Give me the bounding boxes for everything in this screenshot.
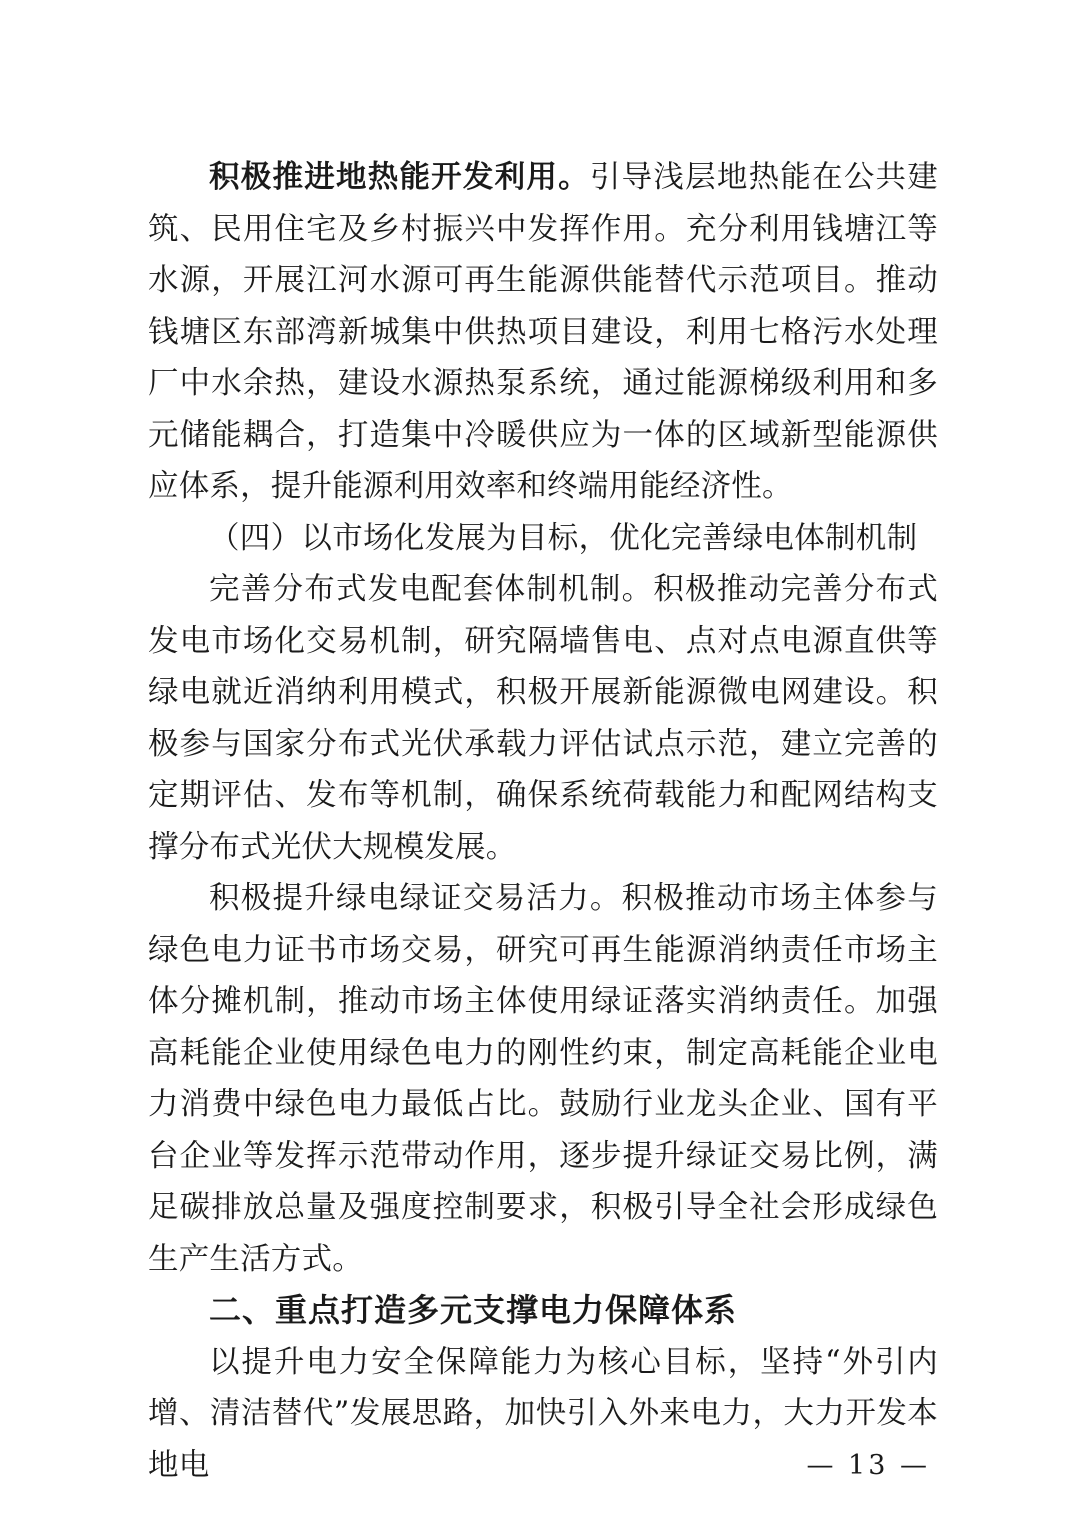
paragraph-geothermal — [148, 152, 938, 513]
paragraph-body: 引导浅层地热能在公共建筑、民用住宅及乡村振兴中发挥作用。充分利用钱塘江等水源，开展江河水源可再生能源供能替代示范项目。推动钱塘区东部湾新城集中供热项目建设，利用七格污水处理厂中水余热，建设水源热泵系统，通过能源梯级利用和多元储能耦合，打造集中冷暖供应为一体的区域新型能源供应体系，提升能源利用效率和终端用能经济性。 — [148, 160, 938, 504]
page-content — [148, 152, 938, 1491]
paragraph-lead-in: 积极推进地热能开发利用。 — [209, 159, 590, 195]
section-heading-two: 二、重点打造多元支撑电力保障体系 — [209, 1291, 738, 1329]
paragraph-green-certificate: 积极提升绿电绿证交易活力。积极推动市场主体参与绿色电力证书市场交易，研究可再生能源消纳责任市场主体分摊机制，推动市场主体使用绿证落实消纳责任。加强高耗能企业使用绿色电力的刚性约束，制定高耗能企业电力消费中绿色电力最低占比。鼓励行业龙头企业、国有平台企业等发挥示范带动作用，逐步提升绿证交易比例，满足碳排放总量及强度控制要求，积极引导全社会形成绿色生产生活方式。 — [148, 881, 938, 1277]
paragraph-power-security: 以提升电力安全保障能力为核心目标，坚持“外引内增、清洁替代”发展思路，加快引入外来电力，大力开发本地电 — [148, 1344, 938, 1483]
paragraph-distributed-generation: 完善分布式发电配套体制机制。积极推动完善分布式发电市场化交易机制，研究隔墙售电、点对点电源直供等绿电就近消纳利用模式，积极开展新能源微电网建设。积极参与国家分布式光伏承载力评估试点示范，建立完善的定期评估、发布等机制，确保系统荷载能力和配网结构支撑分布式光伏大规模发展。 — [148, 572, 938, 865]
section-heading-four: （四）以市场化发展为目标，优化完善绿电体制机制 — [209, 520, 918, 556]
page-number: — 13 — — [806, 1450, 930, 1481]
